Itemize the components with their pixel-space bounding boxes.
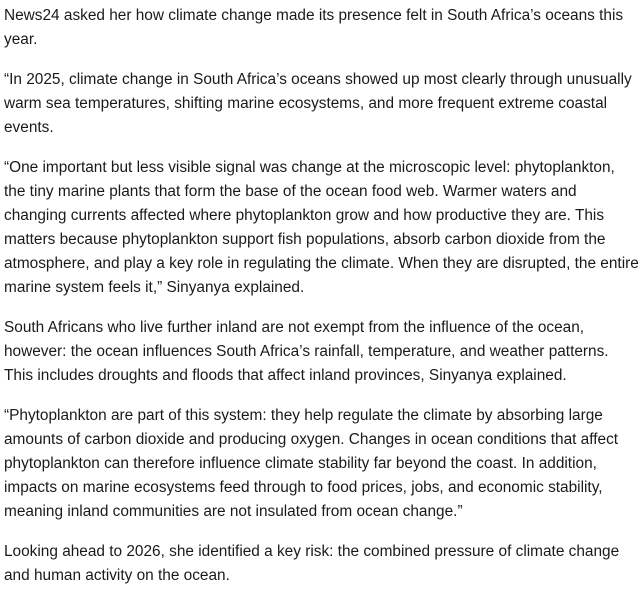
article-paragraph-3: “One important but less visible signal was change at the microscopic level: phytoplankton, the tiny marine plants that form the base of the ocean food web. Warmer waters and changing currents affected where phytoplankton grow and how productive they are. This matters because phytoplankton support fish populations, absorb carbon dioxide from the atmosphere, and play a key role in regulating the climate. When they are disrupted, the entire marine system feels it,” Sinyanya explained. bbox=[4, 159, 639, 296]
article-paragraph-4: South Africans who live further inland are not exempt from the influence of the ocean, however: the ocean influences South Africa’s rainfall, temperature, and weather patterns. This includes droughts and floods that affect inland provinces, Sinyanya explained. bbox=[4, 319, 609, 384]
article-paragraph-1: News24 asked her how climate change made its presence felt in South Africa’s oceans this year. bbox=[4, 7, 624, 48]
article-paragraph-2: “In 2025, climate change in South Africa’s oceans showed up most clearly through unusually warm sea temperatures, shifting marine ecosystems, and more frequent extreme coastal events. bbox=[4, 71, 632, 136]
article-paragraph-5: “Phytoplankton are part of this system: they help regulate the climate by absorbing large amounts of carbon dioxide and producing oxygen. Changes in ocean conditions that affect phytoplankton can therefore influence climate stability far beyond the coast. In addition, impacts on marine ecosystems feed through to food prices, jobs, and economic stability, meaning inland communities are not insulated from ocean change.” bbox=[4, 407, 619, 520]
article-paragraph-6: Looking ahead to 2026, she identified a key risk: the combined pressure of climate change and human activity on the ocean. bbox=[4, 543, 620, 584]
